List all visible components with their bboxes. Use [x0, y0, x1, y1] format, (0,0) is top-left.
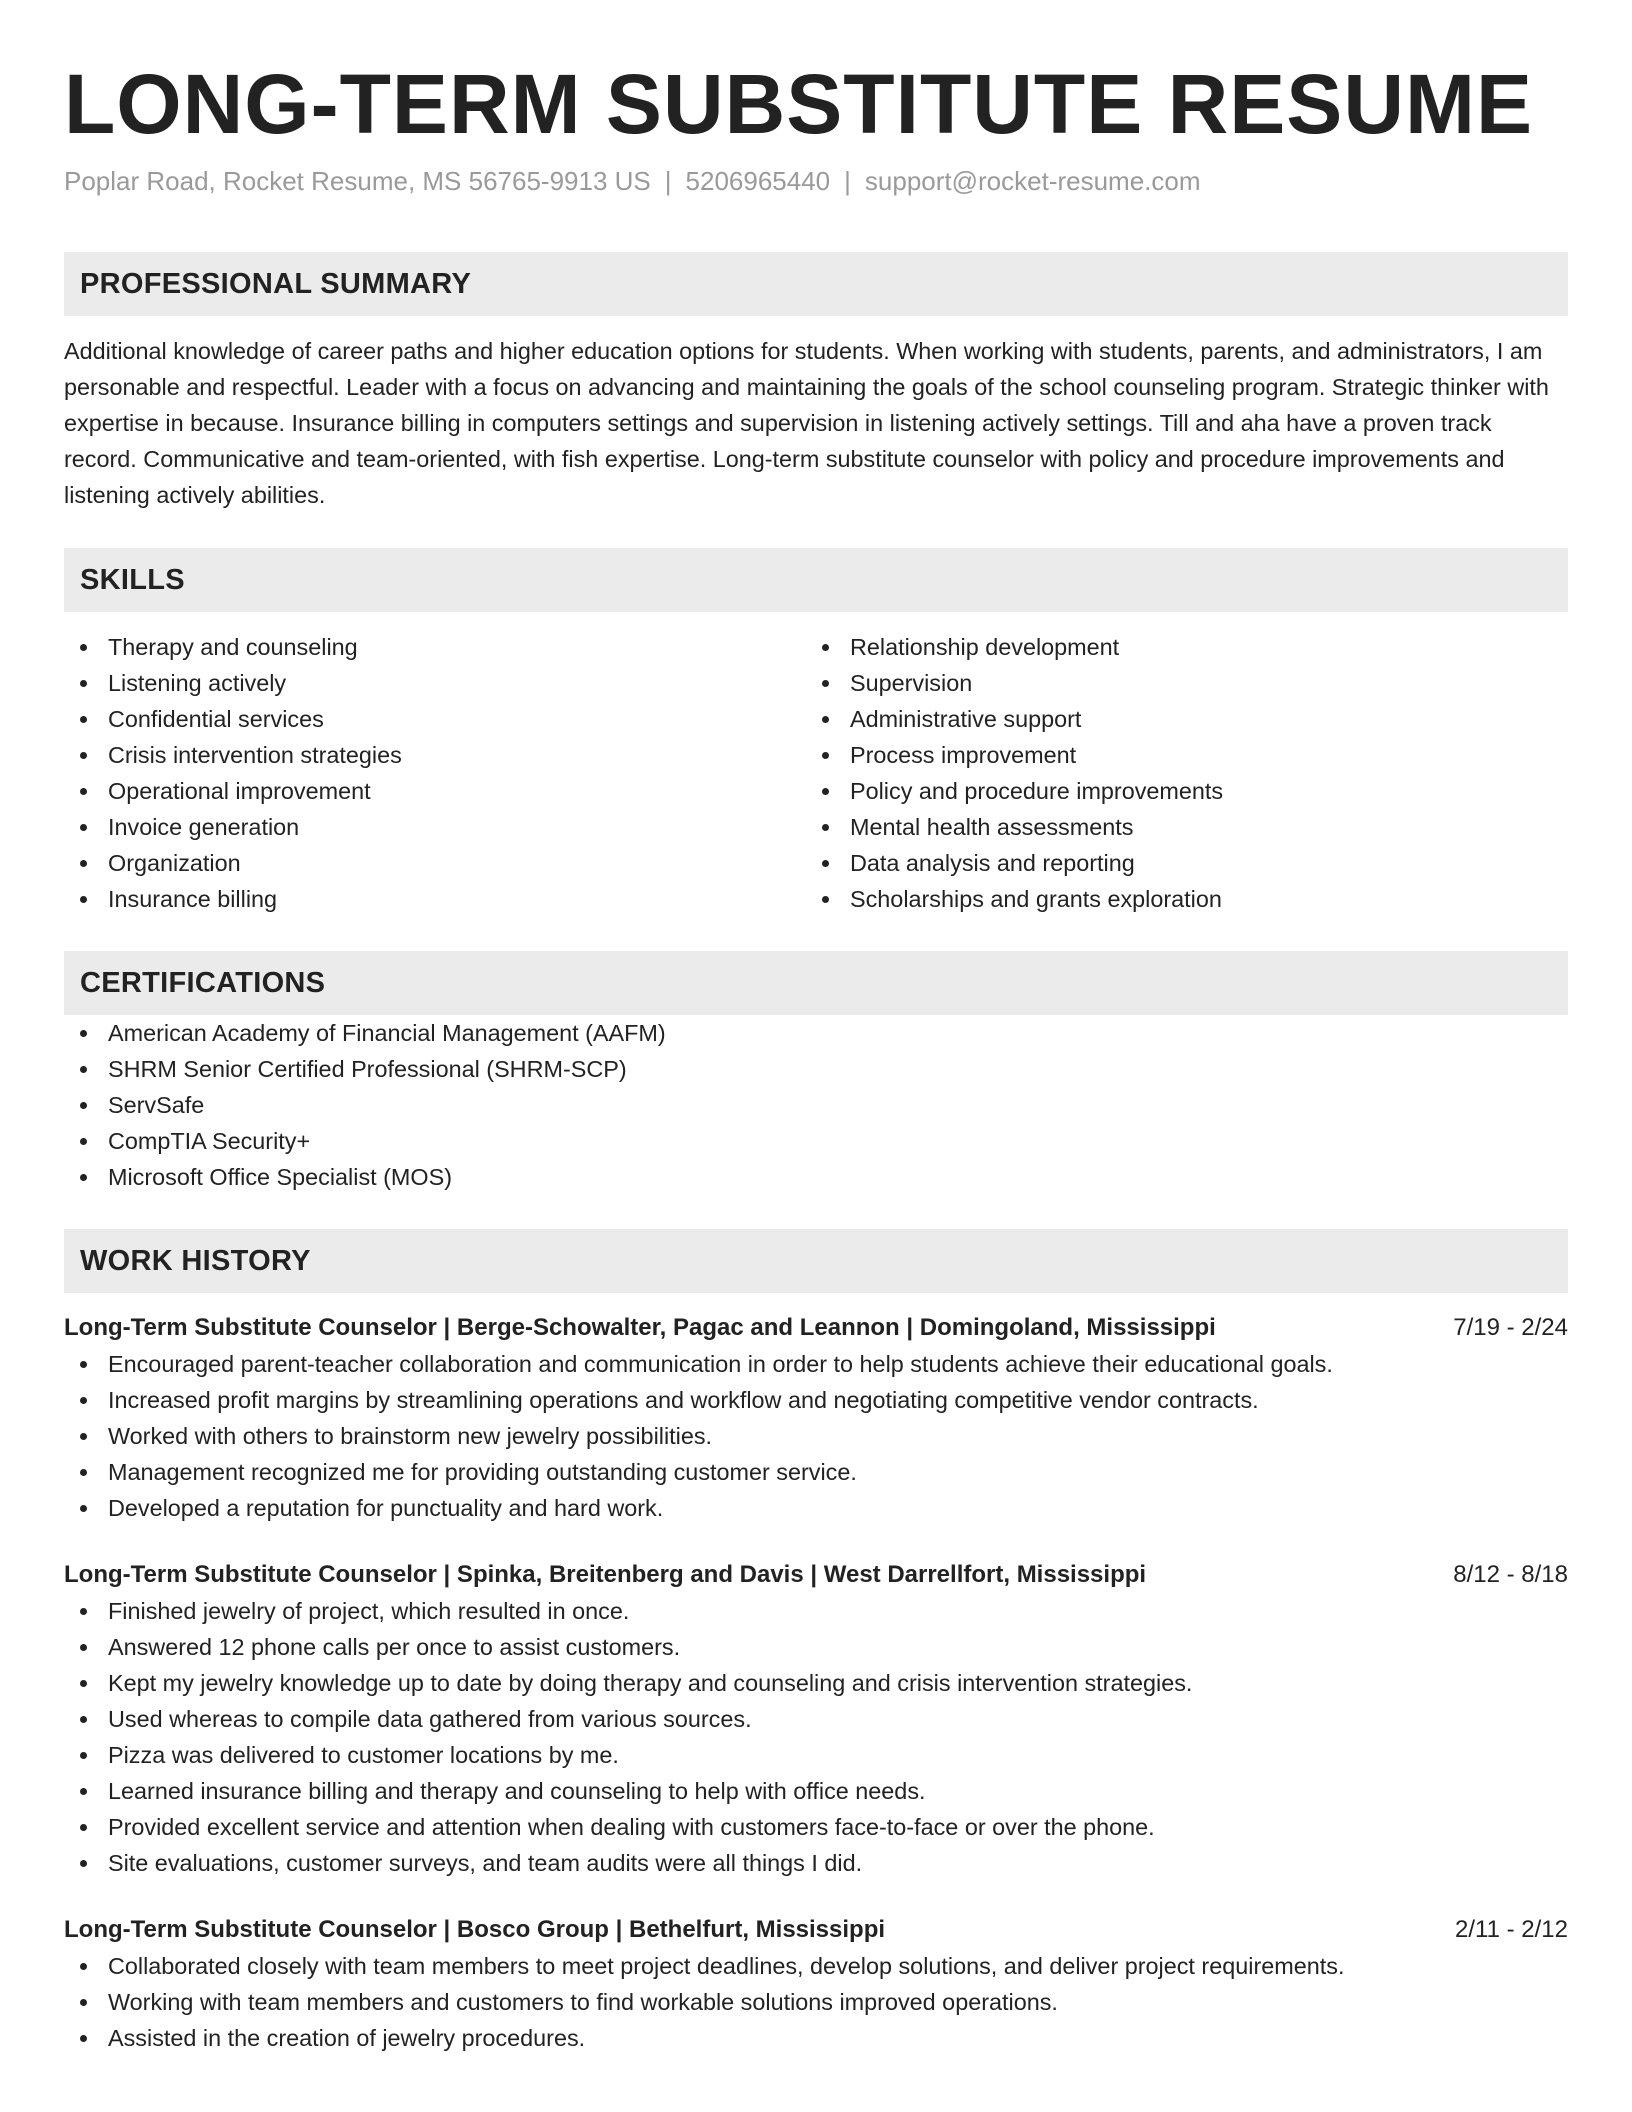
job-title: Long-Term Substitute Counselor | Berge-Schowalter, Pagac and Leannon | Domingoland, Mississippi	[64, 1314, 1216, 1341]
job-bullet: Kept my jewelry knowledge up to date by doing therapy and counseling and crisis intervention strategies.	[64, 1665, 1568, 1701]
section-heading-summary: PROFESSIONAL SUMMARY	[64, 252, 1568, 316]
job-bullet: Management recognized me for providing outstanding customer service.	[64, 1454, 1568, 1490]
skill-item: Listening actively	[64, 665, 806, 701]
skill-item: Mental health assessments	[806, 809, 1548, 845]
skill-item: Invoice generation	[64, 809, 806, 845]
job-header	[64, 1912, 1568, 1948]
job-header	[64, 1310, 1568, 1346]
job-bullet: Learned insurance billing and therapy and counseling to help with office needs.	[64, 1773, 1568, 1809]
job-entry	[64, 1557, 1568, 1881]
skills-right-column	[806, 629, 1548, 917]
skill-item: Organization	[64, 845, 806, 881]
job-bullet: Assisted in the creation of jewelry procedures.	[64, 2020, 1568, 2056]
job-dates: 7/19 - 2/24	[1453, 1314, 1568, 1341]
skill-item: Policy and procedure improvements	[806, 773, 1548, 809]
job-title: Long-Term Substitute Counselor | Bosco Group | Bethelfurt, Mississippi	[64, 1916, 886, 1943]
contact-separator: |	[844, 166, 851, 196]
certification-item: Microsoft Office Specialist (MOS)	[64, 1159, 1568, 1195]
job-bullet: Developed a reputation for punctuality and hard work.	[64, 1490, 1568, 1526]
job-bullet: Collaborated closely with team members to meet project deadlines, develop solutions, and deliver project requirements.	[64, 1948, 1568, 1984]
skill-item: Supervision	[806, 665, 1548, 701]
job-entry	[64, 1310, 1568, 1526]
certification-item: CompTIA Security+	[64, 1123, 1568, 1159]
section-heading-certifications: CERTIFICATIONS	[64, 951, 1568, 1015]
skill-item: Administrative support	[806, 701, 1548, 737]
job-dates: 8/12 - 8/18	[1453, 1561, 1568, 1588]
skill-item: Confidential services	[64, 701, 806, 737]
job-entry	[64, 1912, 1568, 2056]
job-bullet: Finished jewelry of project, which resulted in once.	[64, 1593, 1568, 1629]
skill-item: Data analysis and reporting	[806, 845, 1548, 881]
job-dates: 2/11 - 2/12	[1455, 1916, 1568, 1943]
skill-item: Relationship development	[806, 629, 1548, 665]
job-bullet: Provided excellent service and attention when dealing with customers face-to-face or over the phone.	[64, 1809, 1568, 1845]
skill-item: Operational improvement	[64, 773, 806, 809]
skill-item: Crisis intervention strategies	[64, 737, 806, 773]
skills-left-column	[64, 629, 806, 917]
skill-item: Scholarships and grants exploration	[806, 881, 1548, 917]
job-bullet: Answered 12 phone calls per once to assist customers.	[64, 1629, 1568, 1665]
contact-line	[64, 164, 1568, 198]
job-bullets	[64, 1346, 1568, 1526]
job-bullet: Increased profit margins by streamlining operations and workflow and negotiating competitive vendor contracts.	[64, 1382, 1568, 1418]
skill-item: Therapy and counseling	[64, 629, 806, 665]
job-bullet: Worked with others to brainstorm new jewelry possibilities.	[64, 1418, 1568, 1454]
email: support@rocket-resume.com	[864, 166, 1201, 196]
certifications-list	[64, 1015, 1568, 1195]
address: Poplar Road, Rocket Resume, MS 56765-9913 US	[64, 166, 651, 196]
job-bullets	[64, 1948, 1568, 2056]
job-header	[64, 1557, 1568, 1593]
skill-item: Insurance billing	[64, 881, 806, 917]
phone: 5206965440	[685, 166, 831, 196]
section-heading-work-history: WORK HISTORY	[64, 1229, 1568, 1293]
contact-separator: |	[664, 166, 672, 196]
job-bullet: Site evaluations, customer surveys, and team audits were all things I did.	[64, 1845, 1568, 1881]
job-bullets	[64, 1593, 1568, 1881]
section-heading-skills: SKILLS	[64, 548, 1568, 612]
job-title: Long-Term Substitute Counselor | Spinka, Breitenberg and Davis | West Darrellfort, Mississippi	[64, 1561, 1147, 1588]
certification-item: American Academy of Financial Management (AAFM)	[64, 1015, 1568, 1051]
skills-grid	[64, 629, 1568, 917]
resume-title: LONG-TERM SUBSTITUTE RESUME	[64, 57, 1533, 151]
job-bullet: Pizza was delivered to customer locations by me.	[64, 1737, 1568, 1773]
job-bullet: Encouraged parent-teacher collaboration and communication in order to help students achieve their educational goals.	[64, 1346, 1568, 1382]
skill-item: Process improvement	[806, 737, 1548, 773]
summary-text: Additional knowledge of career paths and higher education options for students. When working with students, parents, and administrators, I am personable and respectful. Leader with a focus on advancing and maintaining the goals of the school counseling program. Strategic thinker with expertise in because. Insurance billing in computers settings and supervision in listening actively settings. Till and aha have a proven track record. Communicative and team-oriented, with fish expertise. Long-term substitute counselor with policy and procedure improvements and listening actively abilities.	[64, 338, 1549, 508]
resume-page	[64, 0, 1568, 2056]
certification-item: SHRM Senior Certified Professional (SHRM-SCP)	[64, 1051, 1568, 1087]
job-bullet: Working with team members and customers to find workable solutions improved operations.	[64, 1984, 1568, 2020]
certification-item: ServSafe	[64, 1087, 1568, 1123]
job-bullet: Used whereas to compile data gathered from various sources.	[64, 1701, 1568, 1737]
